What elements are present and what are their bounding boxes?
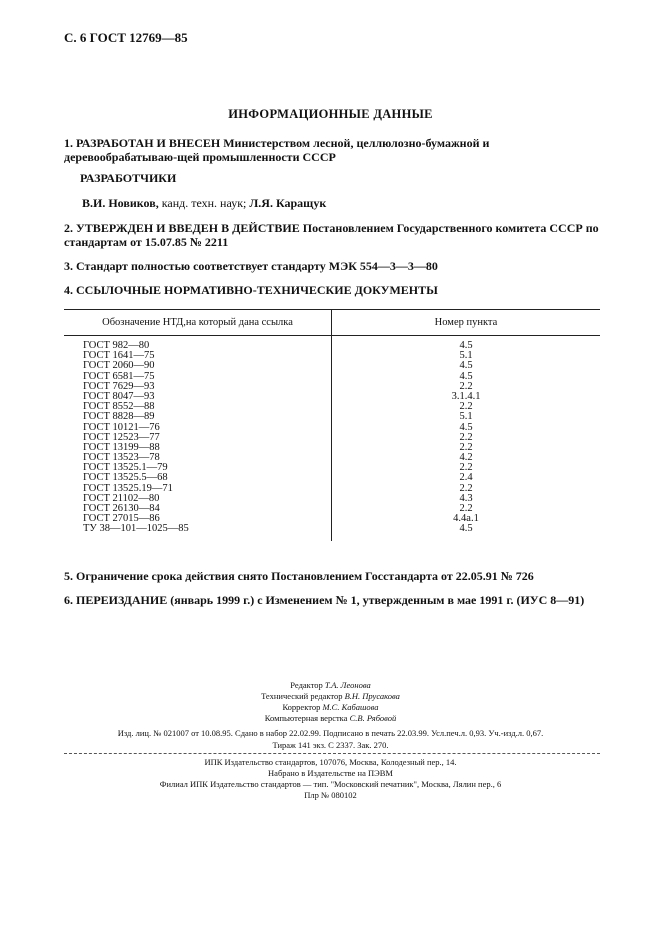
imprint-editors xyxy=(0,680,661,724)
corrector-name: М.С. Кабашова xyxy=(322,702,379,712)
section-2-number: 2. xyxy=(64,221,73,235)
doc-cell: ГОСТ 2060—90 xyxy=(83,360,155,372)
developers-label: РАЗРАБОТЧИКИ xyxy=(80,171,177,185)
section-2 xyxy=(64,221,604,249)
col-doc-header: Обозначение НТД,на который дана ссылка xyxy=(64,310,332,336)
doc-cell: ГОСТ 6581—75 xyxy=(83,370,155,382)
publisher-line: ИПК Издательство стандартов, 107076, Москва, Колодезный пер., 14. xyxy=(204,757,457,767)
typeset-line: Набрано в Издательстве на ПЭВМ xyxy=(268,768,393,778)
clause-cell: 3.1.4.1 xyxy=(451,390,481,402)
doc-cell: ГОСТ 21102—80 xyxy=(83,492,160,504)
section-6 xyxy=(64,593,604,607)
layout-label: Компьютерная верстка xyxy=(264,713,348,723)
doc-cell: ГОСТ 13525.19—71 xyxy=(83,482,173,494)
clause-cell: 4.3 xyxy=(459,492,473,504)
doc-cell: ГОСТ 27015—86 xyxy=(83,513,160,525)
clause-cell: 2.2 xyxy=(459,482,473,494)
doc-cell: ГОСТ 13523—78 xyxy=(83,452,160,464)
doc-cell: ГОСТ 12523—77 xyxy=(83,431,160,443)
editor-name: Т.А. Леонова xyxy=(324,680,371,690)
doc-cell: ГОСТ 13525.5—68 xyxy=(83,472,168,484)
section-3-text: Стандарт полностью соответствует стандарту МЭК 554—3—3—80 xyxy=(76,259,438,273)
developer-name-2: Л.Я. Каращук xyxy=(249,196,327,210)
section-3-number: 3. xyxy=(64,259,73,273)
section-1 xyxy=(64,136,604,164)
section-5-number: 5. xyxy=(64,569,73,583)
clause-cell: 2.4 xyxy=(459,472,473,484)
doc-cell: ГОСТ 10121—76 xyxy=(83,421,160,433)
col-clause-header: Номер пункта xyxy=(332,310,601,336)
clause-cell: 2.2 xyxy=(459,401,473,413)
layout-line xyxy=(0,713,661,724)
clause-cell: 4.5 xyxy=(459,523,473,535)
section-1-text: Министерством лесной, целлюлозно-бумажной и деревообрабатываю-щей промышленности СССР xyxy=(64,136,490,164)
doc-cell: ГОСТ 8047—93 xyxy=(83,390,155,402)
divider xyxy=(64,753,600,754)
section-6-number: 6. xyxy=(64,593,73,607)
developer-name: В.И. Новиков, xyxy=(82,196,159,210)
section-6-text: (январь 1999 г.) с Изменением № 1, утвержденным в мае 1991 г. (ИУС 8—91) xyxy=(170,593,585,607)
clause-list xyxy=(332,336,600,541)
doc-cell: ГОСТ 8828—89 xyxy=(83,411,155,423)
corrector-label: Корректор xyxy=(282,702,321,712)
clause-cell: 4.5 xyxy=(459,340,473,351)
section-4-text: ССЫЛОЧНЫЕ НОРМАТИВНО-ТЕХНИЧЕСКИЕ ДОКУМЕНТЫ xyxy=(76,283,438,297)
layout-name: С.В. Рябовой xyxy=(349,713,397,723)
clause-cell: 2.2 xyxy=(459,503,473,514)
clause-cell: 2.2 xyxy=(459,462,473,474)
developers-line xyxy=(82,196,622,210)
section-1-number: 1. xyxy=(64,136,73,150)
section-4-number: 4. xyxy=(64,283,73,297)
doc-cell: ГОСТ 13199—88 xyxy=(83,441,160,453)
section-5 xyxy=(64,569,604,583)
plr-line: Плр № 080102 xyxy=(304,790,357,800)
editor-line xyxy=(0,680,661,691)
tech-editor-label: Технический редактор xyxy=(261,691,343,701)
developer-degree: канд. техн. наук; xyxy=(161,196,247,210)
doc-cell: ГОСТ 13525.1—79 xyxy=(83,462,168,474)
section-2-heading: УТВЕРЖДЕН И ВВЕДЕН В ДЕЙСТВИЕ xyxy=(76,221,300,235)
run-line: Тираж 141 экз. С 2337. Зак. 270. xyxy=(272,740,389,750)
clause-cell: 4.2 xyxy=(459,452,473,464)
references-table xyxy=(64,309,600,541)
clause-cell: 4.5 xyxy=(459,421,473,433)
doc-cell: ГОСТ 8552—88 xyxy=(83,401,155,413)
section-1-heading: РАЗРАБОТАН И ВНЕСЕН xyxy=(76,136,221,150)
tech-editor-name: В.Н. Прусакова xyxy=(344,691,400,701)
clause-cell: 4.5 xyxy=(459,360,473,372)
section-2-text: Постановлением Государственного комитета СССР по стандартам от 15.07.85 № 2211 xyxy=(64,221,599,249)
doc-cell: ГОСТ 7629—93 xyxy=(83,380,155,392)
corrector-line xyxy=(0,702,661,713)
clause-cell: 4.5 xyxy=(459,370,473,382)
branch-line: Филиал ИПК Издательство стандартов — тип. "Московский печатник", Москва, Лялин пер., 6 xyxy=(159,779,502,789)
section-6-heading: ПЕРЕИЗДАНИЕ xyxy=(76,593,168,607)
page-title: ИНФОРМАЦИОННЫЕ ДАННЫЕ xyxy=(228,107,433,121)
section-3 xyxy=(64,259,604,273)
editor-label: Редактор xyxy=(290,680,323,690)
page-header: С. 6 ГОСТ 12769—85 xyxy=(64,30,188,45)
license-line: Изд. лиц. № 021007 от 10.08.95. Сдано в набор 22.02.99. Подписано в печать 22.03.99. Усл.печ.л. 0,93. Уч.-изд.л. 0,67. xyxy=(117,728,544,738)
clause-cell: 5.1 xyxy=(459,350,473,362)
clause-cell: 4.4а.1 xyxy=(453,513,479,525)
tech-editor-line xyxy=(0,691,661,702)
doc-cell: ТУ 38—101—1025—85 xyxy=(83,523,189,535)
clause-cell: 2.2 xyxy=(459,380,473,392)
clause-cell: 2.2 xyxy=(459,431,473,443)
clause-cell: 2.2 xyxy=(459,441,473,453)
clause-cell: 5.1 xyxy=(459,411,473,423)
doc-cell: ГОСТ 26130—84 xyxy=(83,503,160,514)
section-4 xyxy=(64,283,604,297)
section-5-text: Ограничение срока действия снято Постановлением Госстандарта от 22.05.91 № 726 xyxy=(76,569,534,583)
doc-cell: ГОСТ 982—80 xyxy=(83,340,150,351)
doc-list xyxy=(64,336,331,541)
doc-cell: ГОСТ 1641—75 xyxy=(83,350,155,362)
